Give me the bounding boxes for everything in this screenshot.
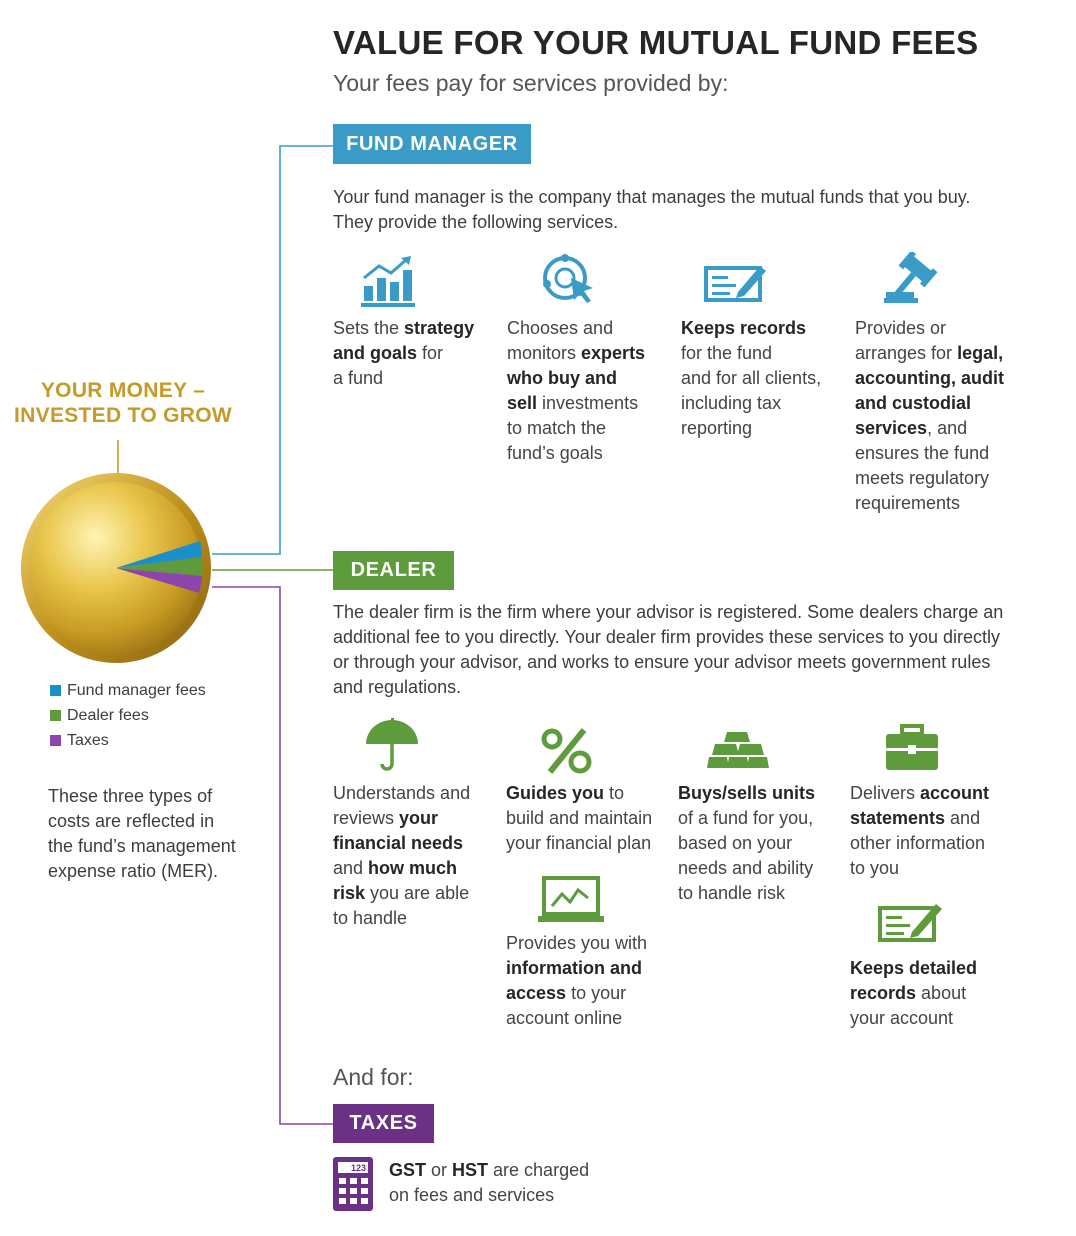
- desc-text: reporting: [681, 418, 753, 438]
- fm-service-experts: [507, 316, 645, 466]
- desc-text: financial needs: [333, 833, 464, 853]
- desc-text: fund’s goals: [507, 443, 603, 463]
- percent-icon: [540, 728, 594, 774]
- desc-line: [506, 981, 647, 1006]
- desc-line: [333, 366, 474, 391]
- desc-line: [681, 391, 821, 416]
- desc-line: [506, 956, 647, 981]
- desc-text: experts: [581, 343, 646, 363]
- fm-service-strategy: [333, 316, 474, 391]
- desc-text: investments: [537, 393, 639, 413]
- desc-line: [681, 416, 821, 441]
- coin-label: YOUR MONEY – INVESTED TO GROW: [14, 379, 232, 427]
- desc-text: and: [333, 858, 369, 878]
- desc-line: [333, 806, 470, 831]
- desc-text: Provides or: [855, 318, 947, 338]
- desc-line: [855, 366, 1004, 391]
- desc-line: [333, 781, 470, 806]
- desc-text: including tax: [681, 393, 782, 413]
- desc-line: [678, 856, 815, 881]
- desc-text: accounting, audit: [855, 368, 1005, 388]
- desc-line: [681, 366, 821, 391]
- desc-text: sell: [507, 393, 538, 413]
- check-pen-icon: [704, 262, 768, 302]
- desc-line: [333, 316, 474, 341]
- umbrella-icon: [364, 718, 420, 772]
- dealer-intro: The dealer firm is the firm where your advisor is registered. Some dealers charge an additional fee to you directly. Your dealer firm provides these services to you directly or through your advisor, and works to ensure your advisor meets government rules and regulations.: [333, 602, 1004, 697]
- desc-text: for: [417, 343, 444, 363]
- desc-line: [678, 831, 815, 856]
- desc-text: to you: [850, 858, 900, 878]
- desc-text: you are able: [365, 883, 470, 903]
- taxes-description: [389, 1158, 589, 1208]
- desc-text: , and: [927, 418, 968, 438]
- desc-line: [507, 341, 645, 366]
- desc-text: Chooses and: [507, 318, 614, 338]
- desc-line: [506, 781, 652, 806]
- briefcase-icon: [884, 724, 940, 772]
- dealer-service-online: [506, 931, 647, 1031]
- desc-text: requirements: [855, 493, 961, 513]
- desc-line: [855, 466, 1004, 491]
- desc-text: about: [916, 983, 967, 1003]
- desc-line: [333, 831, 470, 856]
- desc-line: [507, 316, 645, 341]
- desc-text: other information: [850, 833, 986, 853]
- fund-manager-connector: [212, 146, 333, 554]
- desc-line: [850, 856, 989, 881]
- desc-text: arranges for: [855, 343, 958, 363]
- desc-line: [681, 341, 821, 366]
- calculator-display: 123: [350, 1163, 366, 1173]
- desc-text: Understands and: [333, 783, 471, 803]
- desc-text: for the fund: [681, 343, 773, 363]
- desc-line: [507, 366, 645, 391]
- desc-line: [678, 781, 815, 806]
- desc-line: [507, 441, 645, 466]
- desc-text: records: [850, 983, 917, 1003]
- bar-chart-growth-icon: [361, 256, 415, 308]
- desc-line: [389, 1183, 589, 1208]
- desc-text: statements: [850, 808, 946, 828]
- desc-text: access: [506, 983, 567, 1003]
- page-subtitle: Your fees pay for services provided by:: [333, 70, 729, 96]
- desc-line: [506, 931, 647, 956]
- fm-service-legal: [855, 316, 1004, 516]
- dealer-service-statements: [850, 781, 989, 881]
- desc-text: Provides you with: [506, 933, 648, 953]
- and-for-label: And for:: [333, 1064, 414, 1090]
- desc-text: and: [945, 808, 981, 828]
- desc-text: to handle: [333, 908, 408, 928]
- desc-line: [850, 956, 977, 981]
- taxes-banner: TAXES: [333, 1104, 434, 1143]
- desc-text: based on your: [678, 833, 793, 853]
- gold-coin-pie: [20, 472, 220, 668]
- desc-text: and goals: [333, 343, 418, 363]
- dealer-service-guides: [506, 781, 652, 856]
- desc-text: Keeps records: [681, 318, 807, 338]
- desc-text: build and maintain: [506, 808, 653, 828]
- desc-line: [333, 881, 470, 906]
- desc-text: are charged: [488, 1160, 590, 1180]
- desc-line: [333, 856, 470, 881]
- desc-line: [333, 341, 474, 366]
- desc-line: [850, 831, 989, 856]
- desc-line: [507, 416, 645, 441]
- desc-line: [333, 906, 470, 931]
- legend-item-taxes: Taxes: [50, 728, 206, 753]
- dealer-banner: DEALER: [333, 551, 454, 590]
- globe-cursor-icon: [541, 254, 597, 306]
- fund-manager-banner: FUND MANAGER: [333, 124, 531, 164]
- desc-text: risk: [333, 883, 366, 903]
- desc-line: [855, 391, 1004, 416]
- desc-line: [506, 806, 652, 831]
- desc-line: [506, 831, 652, 856]
- desc-line: [855, 491, 1004, 516]
- desc-text: and custodial: [855, 393, 972, 413]
- fund-manager-intro: Your fund manager is the company that manages the mutual funds that you buy. They provide the following services.: [333, 187, 971, 232]
- legend-item-fund-manager: Fund manager fees: [50, 678, 206, 703]
- desc-text: to your: [566, 983, 627, 1003]
- desc-text: Guides you: [506, 783, 605, 803]
- desc-text: strategy: [404, 318, 475, 338]
- desc-text: information and: [506, 958, 642, 978]
- dealer-service-buys: [678, 781, 815, 906]
- desc-text: legal,: [957, 343, 1004, 363]
- desc-text: and for all clients,: [681, 368, 822, 388]
- desc-text: meets regulatory: [855, 468, 990, 488]
- mer-note: These three types of costs are reflected in the fund’s management expense ratio (MER).: [48, 786, 236, 881]
- desc-text: your: [399, 808, 439, 828]
- dealer-service-detailed-records: [850, 956, 977, 1031]
- desc-text: account online: [506, 1008, 623, 1028]
- desc-line: [850, 981, 977, 1006]
- desc-line: [855, 441, 1004, 466]
- desc-text: Sets the: [333, 318, 405, 338]
- check-pen-icon: [878, 900, 944, 942]
- desc-text: who buy and: [507, 368, 617, 388]
- desc-text: to: [604, 783, 625, 803]
- desc-text: your financial plan: [506, 833, 652, 853]
- gold-bars-icon: [707, 730, 769, 770]
- desc-text: on fees and services: [389, 1185, 555, 1205]
- desc-line: [681, 316, 821, 341]
- desc-text: services: [855, 418, 928, 438]
- desc-line: [389, 1158, 589, 1183]
- desc-line: [855, 416, 1004, 441]
- dealer-service-needs: [333, 781, 470, 931]
- desc-text: your account: [850, 1008, 954, 1028]
- desc-text: account: [920, 783, 990, 803]
- gavel-icon: [884, 252, 948, 304]
- desc-text: HST: [452, 1160, 489, 1180]
- desc-text: to match the: [507, 418, 607, 438]
- desc-line: [678, 881, 815, 906]
- calculator-icon: [333, 1157, 373, 1211]
- desc-text: how much: [368, 858, 458, 878]
- desc-text: needs and ability: [678, 858, 814, 878]
- legend-item-dealer: Dealer fees: [50, 703, 206, 728]
- laptop-chart-icon: [538, 876, 604, 924]
- desc-line: [507, 391, 645, 416]
- legend: [50, 678, 206, 753]
- desc-text: or: [426, 1160, 453, 1180]
- desc-text: Buys/sells units: [678, 783, 816, 803]
- desc-text: ensures the fund: [855, 443, 990, 463]
- desc-line: [678, 806, 815, 831]
- desc-line: [855, 316, 1004, 341]
- desc-line: [506, 1006, 647, 1031]
- desc-text: a fund: [333, 368, 384, 388]
- desc-line: [855, 341, 1004, 366]
- desc-text: monitors: [507, 343, 582, 363]
- desc-line: [850, 806, 989, 831]
- desc-text: of a fund for you,: [678, 808, 814, 828]
- desc-line: [850, 781, 989, 806]
- desc-text: to handle risk: [678, 883, 786, 903]
- desc-text: reviews: [333, 808, 400, 828]
- fm-service-records: [681, 316, 821, 441]
- desc-line: [850, 1006, 977, 1031]
- page-title: VALUE FOR YOUR MUTUAL FUND FEES: [333, 24, 979, 61]
- desc-text: Keeps detailed: [850, 958, 978, 978]
- desc-text: GST: [389, 1160, 427, 1180]
- desc-text: Delivers: [850, 783, 921, 803]
